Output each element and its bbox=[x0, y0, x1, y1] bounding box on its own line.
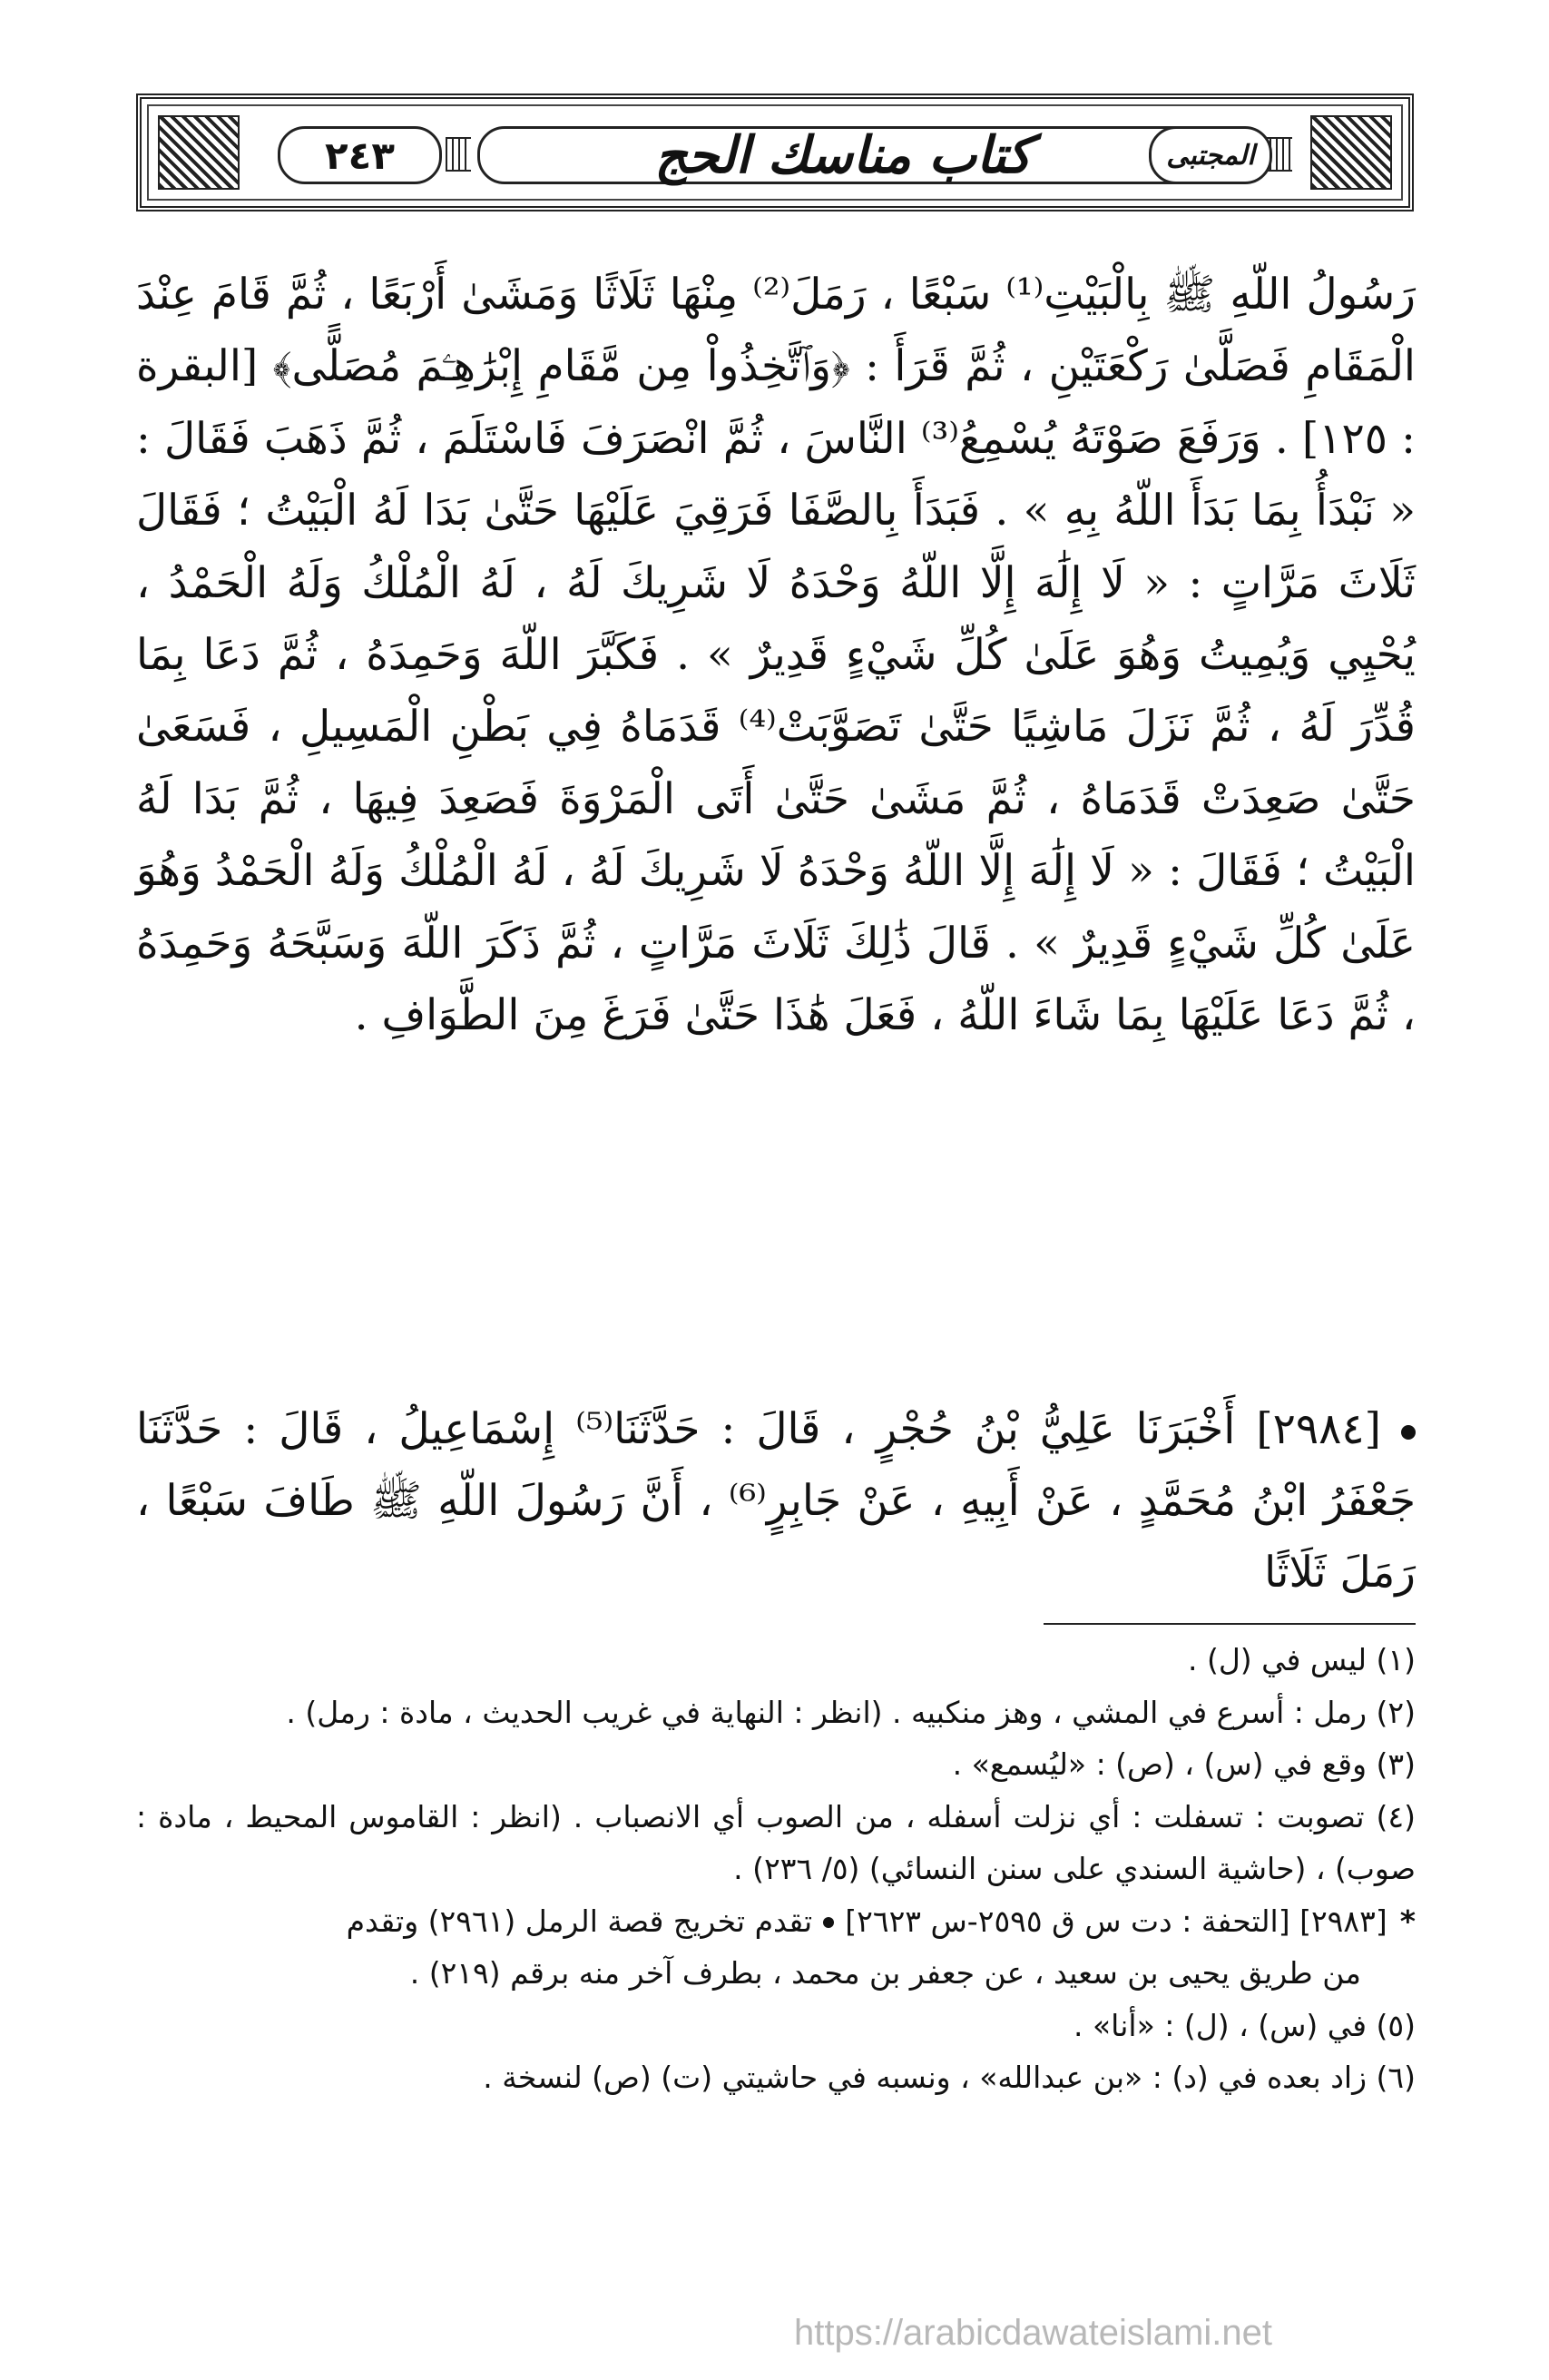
page-number: ٢٤٣ bbox=[278, 126, 442, 184]
star-icon: * bbox=[1399, 1903, 1416, 1939]
bullet-icon bbox=[1401, 1425, 1416, 1440]
footnote: (٢) رمل : أسرع في المشي ، وهز منكبيه . (انظر : النهاية في غريب الحديث ، مادة : رمل) . bbox=[286, 1694, 1416, 1730]
footnote: (٥) في (س) ، (ل) : «أنا» . bbox=[1074, 2007, 1416, 2043]
decorative-band bbox=[446, 137, 471, 172]
footnote: (٣) وقع في (س) ، (ص) : «ليُسمع» . bbox=[952, 1746, 1416, 1782]
footnotes bbox=[136, 1634, 1416, 2104]
takhrij-text: تقدم تخريج قصة الرمل (٢٩٦١) وتقدم bbox=[346, 1903, 813, 1939]
hadith-text: [٢٩٨٤] أَخْبَرَنَا عَلِيُّ بْنُ حُجْرٍ ، قَالَ : حَدَّثَنَا⁽⁵⁾ إِسْمَاعِيلُ ، قَالَ : حَدَّثَنَا جَعْفَرُ ابْنُ مُحَمَّدٍ ، عَنْ أَبِيهِ ، عَنْ جَابِرٍ⁽⁶⁾ ، أَنَّ رَسُولَ اللّهِ ﷺ طَافَ سَبْعًا ، رَمَلَ ثَلَاثًا bbox=[136, 1404, 1416, 1598]
decorative-band bbox=[1212, 137, 1292, 172]
footnote: (١) ليس في (ل) . bbox=[1187, 1642, 1416, 1677]
main-text bbox=[136, 259, 1416, 1051]
footnote-divider bbox=[1044, 1623, 1416, 1625]
page-header bbox=[136, 93, 1414, 211]
ornament-icon bbox=[158, 115, 240, 190]
footnote: (٤) تصوبت : تسفلت : أي نزلت أسفله ، من الصوب أي الانصباب . (انظر : القاموس المحيط ، مادة : صوب) ، (حاشية السندي على سنن النسائي) (٥/ ٢٣٦) . bbox=[136, 1798, 1416, 1886]
ornament-icon bbox=[1310, 115, 1392, 190]
watermark-url: https://arabicdawateislami.net bbox=[794, 2313, 1272, 2353]
hadith-entry bbox=[136, 1393, 1416, 1608]
bullet-icon bbox=[823, 1917, 834, 1928]
series-name: المجتبى bbox=[1149, 126, 1272, 184]
takhrij-note bbox=[136, 1895, 1416, 1948]
book-title: كتاب مناسك الحج bbox=[477, 126, 1209, 184]
takhrij-ref: [٢٩٨٣] [التحفة : دت س ق ٢٥٩٥-س ٢٦٢٣] bbox=[845, 1903, 1387, 1939]
paragraph: رَسُولُ اللّهِ ﷺ بِالْبَيْتِ⁽¹⁾ سَبْعًا ، رَمَلَ⁽²⁾ مِنْهَا ثَلَاثًا وَمَشَىٰ أَرْبَعًا ، ثُمَّ قَامَ عِنْدَ الْمَقَامِ فَصَلَّىٰ رَكْعَتَيْنِ ، ثُمَّ قَرَأَ : ﴿وَٱتَّخِذُواْ مِن مَّقَامِ إِبْرَٰهِـۧمَ مُصَلًّى﴾ [البقرة : ١٢٥] . وَرَفَعَ صَوْتَهُ يُسْمِعُ⁽³⁾ النَّاسَ ، ثُمَّ انْصَرَفَ فَاسْتَلَمَ ، ثُمَّ ذَهَبَ فَقَالَ : « نَبْدَأُ بِمَا بَدَأَ اللّهُ بِهِ » . فَبَدَأَ بِالصَّفَا فَرَقِيَ عَلَيْهَا حَتَّىٰ بَدَا لَهُ الْبَيْتُ ؛ فَقَالَ ثَلَاثَ مَرَّاتٍ : « لَا إِلَٰهَ إِلَّا اللّهُ وَحْدَهُ لَا شَرِيكَ لَهُ ، لَهُ الْمُلْكُ وَلَهُ الْحَمْدُ ، يُحْيِي وَيُمِيتُ وَهُوَ عَلَىٰ كُلِّ شَيْءٍ قَدِيرٌ » . فَكَبَّرَ اللّهَ وَحَمِدَهُ ، ثُمَّ دَعَا بِمَا قُدِّرَ لَهُ ، ثُمَّ نَزَلَ مَاشِيًا حَتَّىٰ تَصَوَّبَتْ⁽⁴⁾ قَدَمَاهُ فِي بَطْنِ الْمَسِيلِ ، فَسَعَىٰ حَتَّىٰ صَعِدَتْ قَدَمَاهُ ، ثُمَّ مَشَىٰ حَتَّىٰ أَتَى الْمَرْوَةَ فَصَعِدَ فِيهَا ، ثُمَّ بَدَا لَهُ الْبَيْتُ ؛ فَقَالَ : « لَا إِلَٰهَ إِلَّا اللّهُ وَحْدَهُ لَا شَرِيكَ لَهُ ، لَهُ الْمُلْكُ وَلَهُ الْحَمْدُ وَهُوَ عَلَىٰ كُلِّ شَيْءٍ قَدِيرٌ » . قَالَ ذَٰلِكَ ثَلَاثَ مَرَّاتٍ ، ثُمَّ ذَكَرَ اللّهَ وَسَبَّحَهُ وَحَمِدَهُ ، ثُمَّ دَعَا عَلَيْهَا بِمَا شَاءَ اللّهُ ، فَعَلَ هَٰذَا حَتَّىٰ فَرَغَ مِنَ الطَّوَافِ . bbox=[136, 270, 1416, 1041]
takhrij-continuation: من طريق يحيى بن سعيد ، عن جعفر بن محمد ، بطرف آخر منه برقم (٢١٩) . bbox=[409, 1955, 1361, 1991]
footnote: (٦) زاد بعده في (د) : «بن عبدالله» ، ونسبه في حاشيتي (ت) (ص) لنسخة . bbox=[483, 2060, 1416, 2095]
hadith-paragraph bbox=[136, 1393, 1416, 1608]
